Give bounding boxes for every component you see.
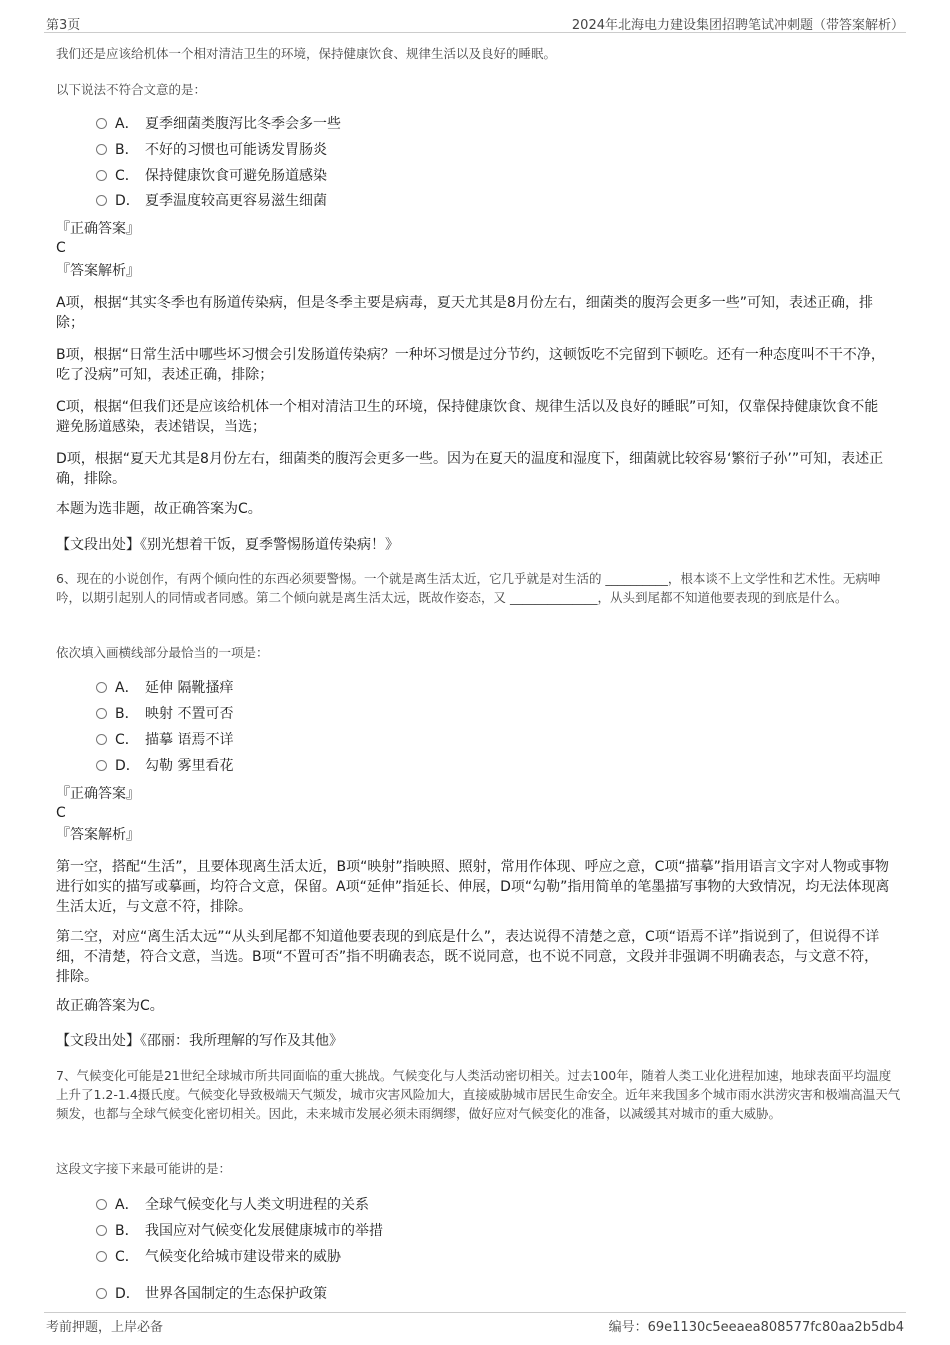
q7-prompt: 这段文字接下来最可能讲的是：	[56, 1161, 232, 1176]
radio-icon[interactable]	[96, 170, 107, 181]
q6-analysis-1: 第一空，搭配“生活”，且要体现离生活太近，B项“映射”指映照、照射，常用作体现、呼应之意，C项“描摹”指用语言文字对人物或事物进行如实的描写或摹画，均符合文意，保留。A项“延伸”指延长、伸展，D项“勾勒”指用简单的笔墨描写事物的大致情况，均无法体现离生活太近，与文意不符，排除。	[56, 859, 890, 915]
q5-analysis-label: 『答案解析』	[56, 263, 140, 279]
q6-answer: C	[56, 805, 66, 821]
q5-conclusion: 本题为选非题，故正确答案为C。	[56, 501, 262, 517]
document-id: 编号：69e1130c5eeaea808577fc80aa2b5db4	[608, 1320, 904, 1335]
footer-slogan: 考前押题，上岸必备	[46, 1320, 164, 1335]
q7-option-c[interactable]: C． 气候变化给城市建设带来的威胁	[96, 1247, 341, 1267]
radio-icon[interactable]	[96, 682, 107, 693]
radio-icon[interactable]	[96, 118, 107, 129]
page-header	[44, 10, 906, 33]
q5-answer: C	[56, 240, 66, 256]
radio-icon[interactable]	[96, 1225, 107, 1236]
page-number: 第3页	[46, 18, 81, 33]
q6-option-b[interactable]: B． 映射 不置可否	[96, 704, 233, 724]
q5-source: 【文段出处】《别光想着干饭，夏季警惕肠道传染病！》	[56, 537, 399, 553]
q5-option-a[interactable]: A． 夏季细菌类腹泻比冬季会多一些	[96, 114, 341, 134]
radio-icon[interactable]	[96, 708, 107, 719]
q7-option-a[interactable]: A． 全球气候变化与人类文明进程的关系	[96, 1195, 369, 1215]
q6-option-c[interactable]: C． 描摹 语焉不详	[96, 730, 233, 750]
q6-option-d[interactable]: D． 勾勒 雾里看花	[96, 756, 233, 776]
radio-icon[interactable]	[96, 1199, 107, 1210]
radio-icon[interactable]	[96, 734, 107, 745]
q7-option-b[interactable]: B． 我国应对气候变化发展健康城市的举措	[96, 1221, 383, 1241]
q5-prompt: 以下说法不符合文意的是：	[56, 82, 207, 97]
document-title: 2024年北海电力建设集团招聘笔试冲刺题（带答案解析）	[571, 18, 904, 33]
q6-passage: 6、现在的小说创作，有两个倾向性的东西必须要警惕。一个就是离生活太近，它几乎就是对生活的 __________，根本谈不上文学性和艺术性。无病呻吟，以期引起别人的同情或者同感。第二个倾向就是离生活太远，既故作姿态，又 ______________，从头到尾都不知道他要表现的到底是什么。	[56, 571, 881, 605]
q6-prompt: 依次填入画横线部分最恰当的一项是：	[56, 645, 269, 660]
radio-icon[interactable]	[96, 144, 107, 155]
radio-icon[interactable]	[96, 760, 107, 771]
q5-analysis-a: A项，根据“其实冬季也有肠道传染病，但是冬季主要是病毒，夏天尤其是8月份左右，细菌类的腹泻会更多一些”可知，表述正确，排除；	[56, 295, 873, 331]
q7-passage: 7、气候变化可能是21世纪全球城市所共同面临的重大挑战。气候变化与人类活动密切相关。过去100年，随着人类工业化进程加速，地球表面平均温度上升了1.2-1.4摄氏度。气候变化导致极端天气频发，城市灾害风险加大，直接威胁城市居民生命安全。近年来我国多个城市雨水洪涝灾害和极端高温天气频发，也都与全球气候变化密切相关。因此，未来城市发展必须未雨绸缪，做好应对气候变化的准备，以减缓其对城市的重大威胁。	[56, 1068, 901, 1121]
q6-source: 【文段出处】《邵丽：我所理解的写作及其他》	[56, 1033, 343, 1049]
q6-analysis-2: 第二空，对应“离生活太远”“从头到尾都不知道他要表现的到底是什么”，表达说得不清楚之意，C项“语焉不详”指说到了，但说得不详细，不清楚，符合文意，当选。B项“不置可否”指不明确表态，既不说同意，也不说不同意，文段并非强调不明确表态，与文意不符，排除。	[56, 929, 880, 985]
radio-icon[interactable]	[96, 1251, 107, 1262]
q5-passage-tail: 我们还是应该给机体一个相对清洁卫生的环境，保持健康饮食、规律生活以及良好的睡眠。	[56, 46, 557, 61]
q5-analysis-b: B项，根据“日常生活中哪些坏习惯会引发肠道传染病？一种坏习惯是过分节约，这顿饭吃不完留到下顿吃。还有一种态度叫不干不净，吃了没病”可知，表述正确，排除；	[56, 347, 885, 383]
q6-option-a[interactable]: A． 延伸 隔靴搔痒	[96, 678, 233, 698]
q5-answer-label: 『正确答案』	[56, 221, 140, 237]
q6-analysis-label: 『答案解析』	[56, 827, 140, 843]
q5-analysis-c: C项，根据“但我们还是应该给机体一个相对清洁卫生的环境，保持健康饮食、规律生活以及良好的睡眠”可知，仅靠保持健康饮食不能避免肠道感染，表述错误，当选；	[56, 399, 879, 435]
radio-icon[interactable]	[96, 1288, 107, 1299]
q5-option-d[interactable]: D． 夏季温度较高更容易滋生细菌	[96, 191, 327, 211]
q5-option-b[interactable]: B． 不好的习惯也可能诱发胃肠炎	[96, 140, 327, 160]
page-footer	[44, 1312, 906, 1335]
radio-icon[interactable]	[96, 195, 107, 206]
q5-option-c[interactable]: C． 保持健康饮食可避免肠道感染	[96, 166, 327, 186]
q7-option-d[interactable]: D． 世界各国制定的生态保护政策	[96, 1284, 327, 1304]
q5-analysis-d: D项，根据“夏天尤其是8月份左右，细菌类的腹泻会更多一些。因为在夏天的温度和湿度下，细菌就比较容易‘繁衍子孙’”可知，表述正确，排除。	[56, 451, 884, 487]
q6-answer-label: 『正确答案』	[56, 786, 140, 802]
q6-conclusion: 故正确答案为C。	[56, 998, 164, 1014]
